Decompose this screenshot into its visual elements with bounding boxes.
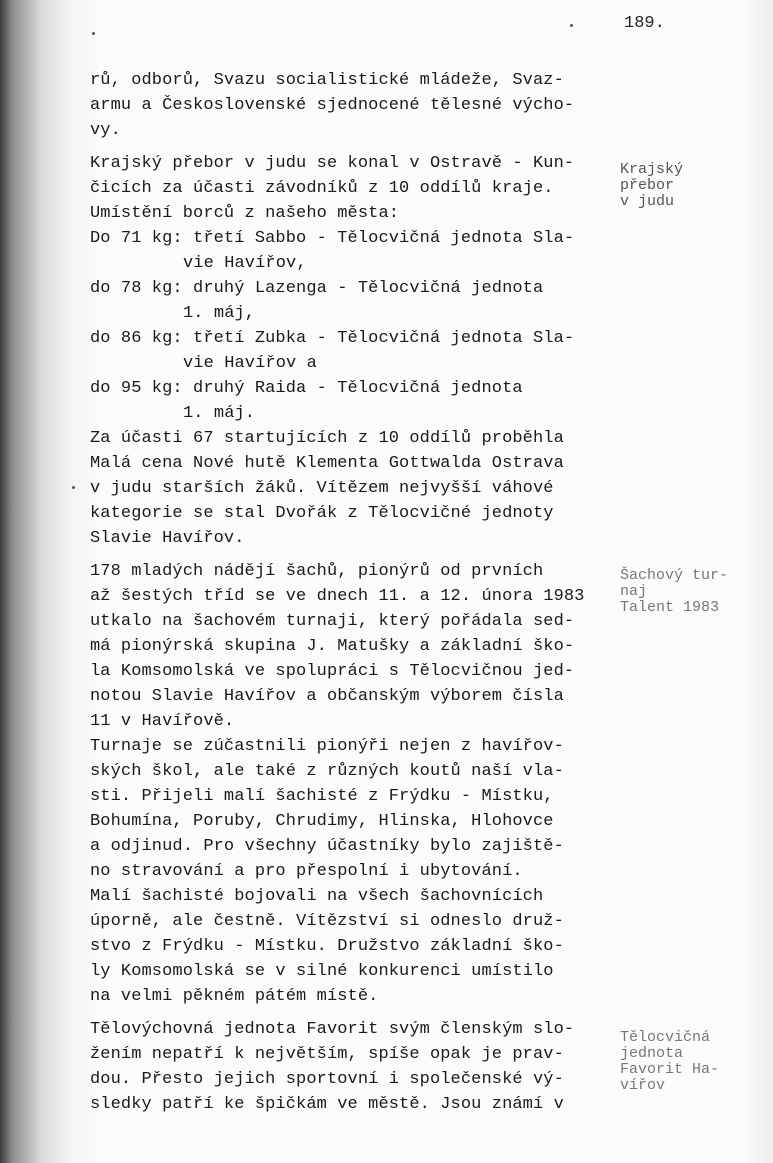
text-line: Bohumína, Poruby, Chrudimy, Hlinska, Hlohovce xyxy=(90,812,554,831)
text-line: notou Slavie Havířov a občanským výborem čísla xyxy=(90,687,564,706)
text-line: rů, odborů, Svazu socialistické mládeže, Svaz- xyxy=(90,71,564,90)
margin-note-favorit: Tělocvičná jednota Favorit Ha- vířov xyxy=(620,1029,720,1094)
text-line: no stravování a pro přespolní i ubytování. xyxy=(90,862,523,881)
text-line: vie Havířov, xyxy=(183,254,307,273)
margin-note-chess: Šachový tur- naj Talent 1983 xyxy=(620,567,729,616)
text-line: Slavie Havířov. xyxy=(90,529,245,548)
text-line: na velmi pěkném pátém místě. xyxy=(90,987,379,1006)
text-line: do 86 kg: třetí Zubka - Tělocvičná jednota Sla- xyxy=(90,329,575,348)
text-line: Malí šachisté bojovali na všech šachovnících xyxy=(90,887,544,906)
text-line: dou. Přesto jejich sportovní i společenské vý- xyxy=(90,1070,564,1089)
text-line: má pionýrská skupina J. Matušky a základní ško- xyxy=(90,637,575,656)
text-line: 1. máj, xyxy=(183,304,256,323)
text-line: armu a Československé sjednocené tělesné výcho- xyxy=(90,96,575,115)
text-line: a odjinud. Pro všechny účastníky bylo zajiště- xyxy=(90,837,564,856)
margin-note-judo: Krajský přebor v judu xyxy=(620,161,684,210)
text-line: vie Havířov a xyxy=(183,354,317,373)
text-line: úporně, ale čestně. Vítězství si odneslo druž- xyxy=(90,912,564,931)
text-line: utkalo na šachovém turnaji, který pořádala sed- xyxy=(90,612,575,631)
paragraph xyxy=(90,559,584,1009)
text-line: Umístění borců z našeho města: xyxy=(90,204,400,223)
text-line: Turnaje se zúčastnili pionýři nejen z havířov- xyxy=(90,737,564,756)
text-line: 11 v Havířově. xyxy=(90,712,235,731)
text-line: čicích za účasti závodníků z 10 oddílů kraje. xyxy=(90,179,554,198)
text-line: žením nepatří k největším, spíše opak je prav- xyxy=(90,1045,564,1064)
main-text xyxy=(90,68,584,1125)
text-line: la Komsomolská ve spolupráci s Tělocvičnou jed- xyxy=(90,662,575,681)
text-line: Za účasti 67 startujících z 10 oddílů proběhla xyxy=(90,429,564,448)
text-line: sti. Přijeli malí šachisté z Frýdku - Místku, xyxy=(90,787,554,806)
text-line: kategorie se stal Dvořák z Tělocvičné jednoty xyxy=(90,504,554,523)
text-line: Krajský přebor v judu se konal v Ostravě - Kun- xyxy=(90,154,575,173)
paragraph xyxy=(90,1017,584,1117)
page-number: 189. xyxy=(624,14,665,33)
text-line: Malá cena Nové hutě Klementa Gottwalda Ostrava xyxy=(90,454,564,473)
paragraph xyxy=(90,68,584,143)
text-line: stvo z Frýdku - Místku. Družstvo základní ško- xyxy=(90,937,564,956)
text-line: ských škol, ale také z různých koutů naší vla- xyxy=(90,762,564,781)
text-line: v judu starších žáků. Vítězem nejvyšší váhové xyxy=(90,479,554,498)
text-line: do 78 kg: druhý Lazenga - Tělocvičná jednota xyxy=(90,279,544,298)
text-line: do 95 kg: druhý Raida - Tělocvičná jednota xyxy=(90,379,523,398)
text-line: 178 mladých nádějí šachů, pionýrů od prvních xyxy=(90,562,544,581)
scan-speck xyxy=(570,24,573,27)
text-line: Tělovýchovná jednota Favorit svým členským slo- xyxy=(90,1020,575,1039)
scan-speck xyxy=(72,486,75,489)
text-line: ly Komsomolská se v silné konkurenci umístilo xyxy=(90,962,554,981)
text-line: Do 71 kg: třetí Sabbo - Tělocvičná jednota Sla- xyxy=(90,229,575,248)
scan-speck xyxy=(92,32,95,35)
paragraph xyxy=(90,151,584,551)
text-line: až šestých tříd se ve dnech 11. a 12. února 1983 xyxy=(90,587,585,606)
text-line: sledky patří ke špičkám ve městě. Jsou známí v xyxy=(90,1095,564,1114)
text-line: vy. xyxy=(90,121,121,140)
text-line: 1. máj. xyxy=(183,404,256,423)
